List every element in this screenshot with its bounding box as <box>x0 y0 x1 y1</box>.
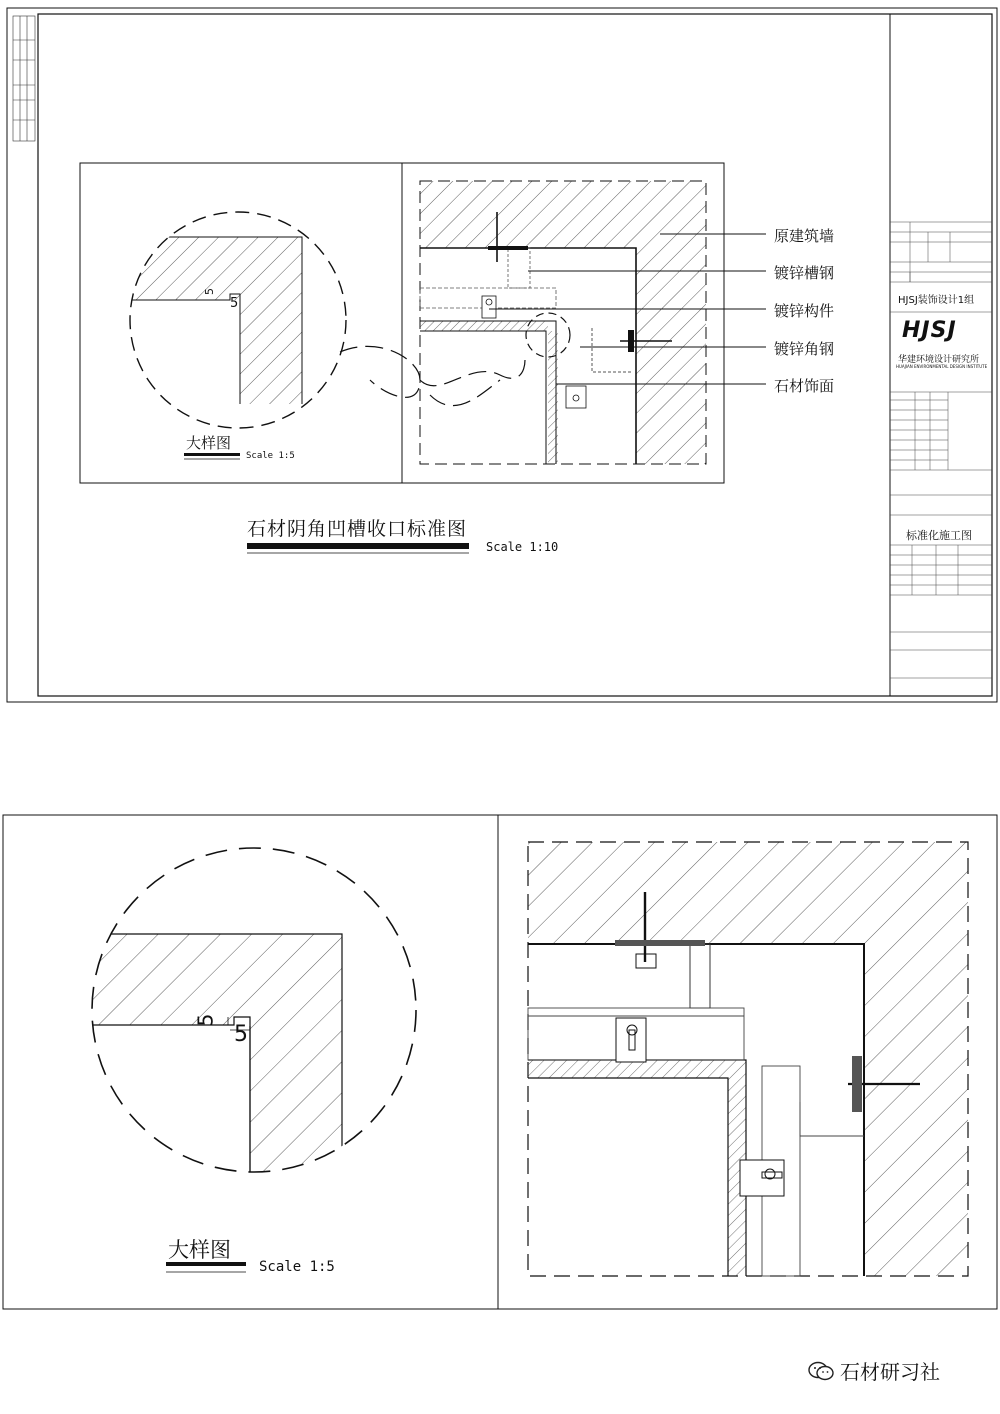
top-detail-scale: Scale 1:5 <box>246 451 295 461</box>
large-detail-scale: Scale 1:5 <box>259 1259 335 1275</box>
large-dim-b: 5 <box>234 1022 248 1047</box>
detail-circle-top <box>130 212 346 428</box>
large-dim-a: 5 <box>193 1013 218 1027</box>
watermark-text: 石材研习社 <box>840 1360 940 1384</box>
watermark <box>808 1356 940 1385</box>
section-view-large <box>528 842 968 1276</box>
title-block-section: HJSJ装饰设计1组 <box>898 295 975 306</box>
revision-strip <box>13 16 35 141</box>
drawing-title-scale: Scale 1:10 <box>486 540 559 554</box>
large-detail-label: 大样图 <box>168 1238 231 1262</box>
detail-connector <box>340 346 525 397</box>
title-block-company-en: HUAJIAN ENVIRONMENTAL DESIGN INSTITUTE <box>896 364 988 369</box>
callout-2: 镀锌槽钢 <box>774 264 835 282</box>
title-block-company: 华建环境设计研究所 <box>898 355 980 365</box>
wechat-icon <box>808 1361 834 1381</box>
title-block-drawing-type: 标准化施工图 <box>906 529 972 542</box>
section-view-top <box>420 181 706 464</box>
top-dim-a: 5 <box>203 288 216 295</box>
detail-circle-large <box>80 848 416 1187</box>
enlarged-view <box>0 812 1000 1312</box>
title-block-logo: HJSJ <box>902 318 957 343</box>
drawing-title: 石材阴角凹槽收口标准图 <box>247 518 468 540</box>
callout-1: 原建筑墙 <box>774 227 835 245</box>
callout-5: 石材饰面 <box>774 377 835 395</box>
callout-4: 镀锌角钢 <box>774 340 835 358</box>
top-dim-b: 5 <box>230 296 239 311</box>
callout-3: 镀锌构件 <box>774 302 835 320</box>
top-detail-label: 大样图 <box>186 434 232 452</box>
